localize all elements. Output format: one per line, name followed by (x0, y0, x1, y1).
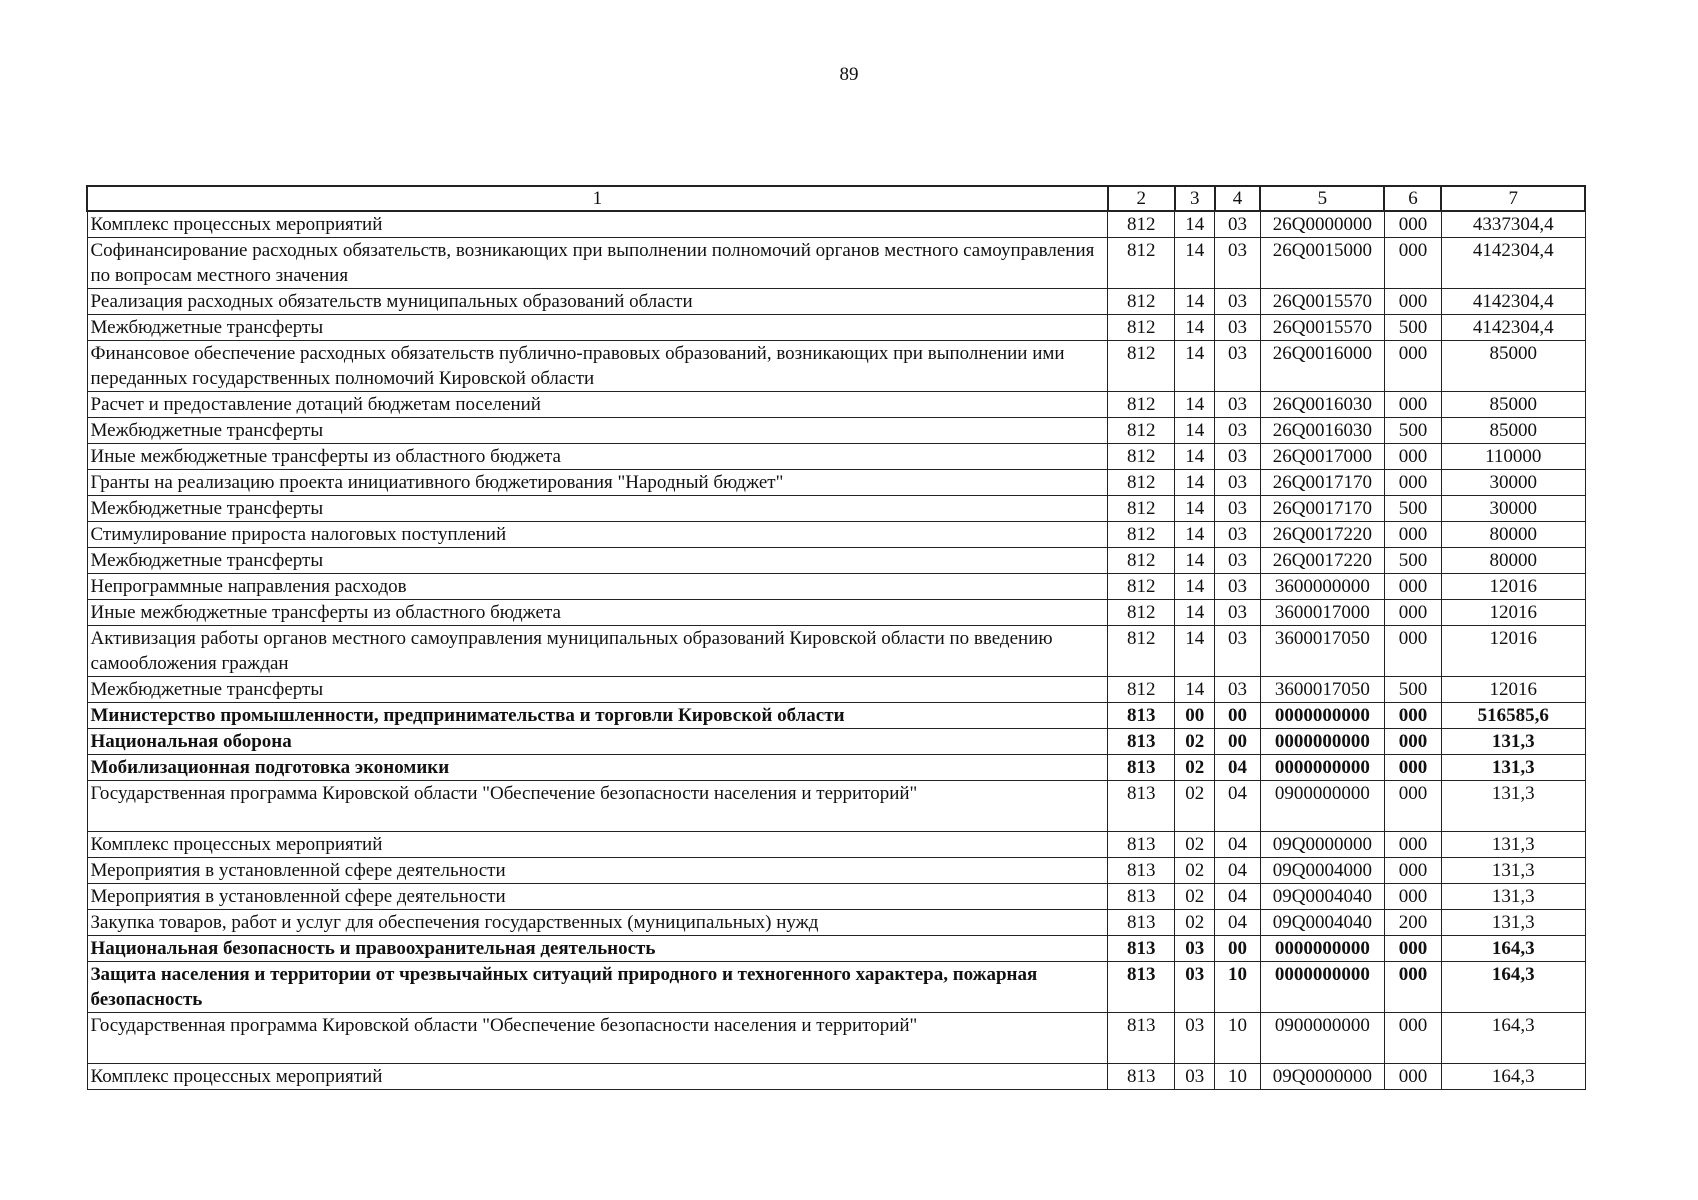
table-row (87, 600, 1585, 626)
row-name-cell: Иные межбюджетные трансферты из областного бюджета (87, 444, 1108, 470)
row-amount-cell: 131,3 (1441, 729, 1585, 755)
row-name-cell: Активизация работы органов местного самоуправления муниципальных образований Кировской области по введению самообложения граждан (87, 626, 1108, 677)
row-code-5-cell: 26Q0000000 (1260, 211, 1384, 238)
row-code-4-cell: 03 (1215, 470, 1261, 496)
row-code-2-cell: 813 (1108, 1013, 1175, 1064)
row-code-3-cell: 14 (1175, 289, 1215, 315)
row-code-4-cell: 03 (1215, 522, 1261, 548)
row-code-4-cell: 03 (1215, 315, 1261, 341)
row-code-6-cell: 000 (1384, 626, 1441, 677)
row-code-5-cell: 26Q0017220 (1260, 522, 1384, 548)
row-code-5-cell: 26Q0017220 (1260, 548, 1384, 574)
row-code-2-cell: 812 (1108, 211, 1175, 238)
row-name-cell: Иные межбюджетные трансферты из областного бюджета (87, 600, 1108, 626)
row-code-2-cell: 812 (1108, 418, 1175, 444)
row-code-6-cell: 500 (1384, 548, 1441, 574)
row-amount-cell: 131,3 (1441, 910, 1585, 936)
table-row (87, 418, 1585, 444)
row-code-2-cell: 812 (1108, 496, 1175, 522)
header-cell-5: 5 (1260, 186, 1384, 211)
row-code-2-cell: 813 (1108, 910, 1175, 936)
row-code-5-cell: 26Q0015570 (1260, 289, 1384, 315)
row-code-4-cell: 04 (1215, 755, 1261, 781)
row-code-3-cell: 02 (1175, 884, 1215, 910)
row-code-3-cell: 14 (1175, 211, 1215, 238)
row-name-cell: Межбюджетные трансферты (87, 315, 1108, 341)
row-code-3-cell: 03 (1175, 1064, 1215, 1090)
row-name-cell: Мероприятия в установленной сфере деятельности (87, 884, 1108, 910)
row-amount-cell: 4142304,4 (1441, 289, 1585, 315)
row-amount-cell: 80000 (1441, 548, 1585, 574)
row-code-4-cell: 03 (1215, 574, 1261, 600)
row-code-6-cell: 000 (1384, 832, 1441, 858)
row-code-2-cell: 813 (1108, 832, 1175, 858)
row-amount-cell: 131,3 (1441, 755, 1585, 781)
row-code-4-cell: 03 (1215, 600, 1261, 626)
header-cell-4: 4 (1215, 186, 1261, 211)
row-code-2-cell: 813 (1108, 962, 1175, 1013)
row-name-cell: Расчет и предоставление дотаций бюджетам поселений (87, 392, 1108, 418)
row-code-2-cell: 812 (1108, 522, 1175, 548)
row-code-5-cell: 3600017050 (1260, 626, 1384, 677)
row-name-cell: Гранты на реализацию проекта инициативного бюджетирования "Народный бюджет" (87, 470, 1108, 496)
row-code-3-cell: 02 (1175, 729, 1215, 755)
row-code-5-cell: 26Q0017000 (1260, 444, 1384, 470)
row-code-3-cell: 14 (1175, 574, 1215, 600)
row-code-6-cell: 000 (1384, 962, 1441, 1013)
header-cell-3: 3 (1175, 186, 1215, 211)
row-code-2-cell: 813 (1108, 936, 1175, 962)
row-code-4-cell: 03 (1215, 548, 1261, 574)
row-code-5-cell: 3600017000 (1260, 600, 1384, 626)
table-row (87, 496, 1585, 522)
row-code-6-cell: 000 (1384, 444, 1441, 470)
row-name-cell: Мероприятия в установленной сфере деятельности (87, 858, 1108, 884)
row-amount-cell: 80000 (1441, 522, 1585, 548)
row-code-5-cell: 26Q0017170 (1260, 496, 1384, 522)
row-code-4-cell: 03 (1215, 444, 1261, 470)
row-amount-cell: 85000 (1441, 392, 1585, 418)
table-row (87, 910, 1585, 936)
row-amount-cell: 131,3 (1441, 781, 1585, 832)
row-code-5-cell: 3600000000 (1260, 574, 1384, 600)
row-amount-cell: 131,3 (1441, 884, 1585, 910)
row-code-6-cell: 000 (1384, 238, 1441, 289)
row-code-3-cell: 14 (1175, 470, 1215, 496)
row-name-cell: Национальная оборона (87, 729, 1108, 755)
row-code-5-cell: 0900000000 (1260, 1013, 1384, 1064)
row-name-cell: Межбюджетные трансферты (87, 418, 1108, 444)
table-row (87, 341, 1585, 392)
row-code-6-cell: 000 (1384, 703, 1441, 729)
table-body (87, 186, 1585, 1090)
row-code-5-cell: 0000000000 (1260, 936, 1384, 962)
row-code-4-cell: 03 (1215, 238, 1261, 289)
row-amount-cell: 131,3 (1441, 832, 1585, 858)
row-name-cell: Мобилизационная подготовка экономики (87, 755, 1108, 781)
table-row (87, 315, 1585, 341)
row-code-4-cell: 03 (1215, 211, 1261, 238)
row-code-6-cell: 000 (1384, 600, 1441, 626)
row-code-3-cell: 14 (1175, 600, 1215, 626)
row-code-6-cell: 000 (1384, 1013, 1441, 1064)
row-code-4-cell: 10 (1215, 1064, 1261, 1090)
row-code-3-cell: 02 (1175, 781, 1215, 832)
table-row (87, 677, 1585, 703)
row-code-4-cell: 00 (1215, 703, 1261, 729)
row-code-2-cell: 812 (1108, 574, 1175, 600)
row-code-5-cell: 09Q0000000 (1260, 1064, 1384, 1090)
row-code-5-cell: 26Q0016000 (1260, 341, 1384, 392)
row-code-3-cell: 14 (1175, 341, 1215, 392)
row-code-6-cell: 000 (1384, 755, 1441, 781)
table-row (87, 238, 1585, 289)
row-code-5-cell: 0000000000 (1260, 703, 1384, 729)
row-code-5-cell: 26Q0015000 (1260, 238, 1384, 289)
row-code-6-cell: 000 (1384, 936, 1441, 962)
row-code-3-cell: 14 (1175, 496, 1215, 522)
row-code-6-cell: 500 (1384, 418, 1441, 444)
row-code-4-cell: 03 (1215, 289, 1261, 315)
row-code-3-cell: 14 (1175, 418, 1215, 444)
page-number: 89 (839, 64, 859, 85)
row-amount-cell: 516585,6 (1441, 703, 1585, 729)
row-code-5-cell: 09Q0004040 (1260, 910, 1384, 936)
row-name-cell: Межбюджетные трансферты (87, 548, 1108, 574)
row-code-2-cell: 813 (1108, 884, 1175, 910)
row-code-5-cell: 26Q0016030 (1260, 418, 1384, 444)
row-code-3-cell: 03 (1175, 962, 1215, 1013)
row-code-6-cell: 500 (1384, 677, 1441, 703)
row-code-3-cell: 14 (1175, 548, 1215, 574)
row-name-cell: Комплекс процессных мероприятий (87, 1064, 1108, 1090)
row-name-cell: Софинансирование расходных обязательств, возникающих при выполнении полномочий органов местного самоуправления по вопросам местного значения (87, 238, 1108, 289)
row-code-2-cell: 812 (1108, 470, 1175, 496)
table-row (87, 444, 1585, 470)
row-code-3-cell: 03 (1175, 1013, 1215, 1064)
row-amount-cell: 4142304,4 (1441, 238, 1585, 289)
row-code-2-cell: 813 (1108, 729, 1175, 755)
row-code-3-cell: 02 (1175, 832, 1215, 858)
row-code-4-cell: 00 (1215, 936, 1261, 962)
table-row (87, 626, 1585, 677)
row-code-3-cell: 14 (1175, 522, 1215, 548)
row-code-2-cell: 812 (1108, 626, 1175, 677)
row-name-cell: Комплекс процессных мероприятий (87, 211, 1108, 238)
row-name-cell: Непрограммные направления расходов (87, 574, 1108, 600)
row-name-cell: Защита населения и территории от чрезвычайных ситуаций природного и техногенного характера, пожарная безопасность (87, 962, 1108, 1013)
row-code-6-cell: 000 (1384, 1064, 1441, 1090)
row-code-5-cell: 26Q0015570 (1260, 315, 1384, 341)
header-cell-1: 1 (87, 186, 1108, 211)
table-row (87, 211, 1585, 238)
row-amount-cell: 12016 (1441, 677, 1585, 703)
row-name-cell: Реализация расходных обязательств муниципальных образований области (87, 289, 1108, 315)
row-amount-cell: 85000 (1441, 341, 1585, 392)
row-code-3-cell: 03 (1175, 936, 1215, 962)
row-code-4-cell: 04 (1215, 858, 1261, 884)
row-code-2-cell: 813 (1108, 755, 1175, 781)
row-code-4-cell: 10 (1215, 962, 1261, 1013)
row-code-5-cell: 3600017050 (1260, 677, 1384, 703)
row-code-4-cell: 03 (1215, 392, 1261, 418)
row-code-3-cell: 14 (1175, 238, 1215, 289)
row-amount-cell: 164,3 (1441, 1064, 1585, 1090)
row-amount-cell: 4337304,4 (1441, 211, 1585, 238)
row-code-4-cell: 03 (1215, 341, 1261, 392)
table-row (87, 392, 1585, 418)
row-code-4-cell: 04 (1215, 884, 1261, 910)
table-row (87, 522, 1585, 548)
row-code-6-cell: 000 (1384, 211, 1441, 238)
table-row (87, 884, 1585, 910)
row-code-3-cell: 14 (1175, 444, 1215, 470)
row-code-6-cell: 000 (1384, 781, 1441, 832)
row-code-4-cell: 03 (1215, 626, 1261, 677)
table-header-row (87, 186, 1585, 211)
row-code-3-cell: 00 (1175, 703, 1215, 729)
header-cell-7: 7 (1441, 186, 1585, 211)
budget-table (86, 185, 1586, 1090)
row-code-4-cell: 10 (1215, 1013, 1261, 1064)
row-name-cell: Комплекс процессных мероприятий (87, 832, 1108, 858)
row-code-3-cell: 14 (1175, 626, 1215, 677)
row-code-3-cell: 02 (1175, 910, 1215, 936)
row-code-4-cell: 04 (1215, 781, 1261, 832)
row-name-cell: Государственная программа Кировской области "Обеспечение безопасности населения и территорий" (87, 781, 1108, 832)
row-code-2-cell: 812 (1108, 341, 1175, 392)
row-code-6-cell: 000 (1384, 729, 1441, 755)
row-name-cell: Стимулирование прироста налоговых поступлений (87, 522, 1108, 548)
row-code-4-cell: 03 (1215, 418, 1261, 444)
table-row (87, 1064, 1585, 1090)
table-row (87, 962, 1585, 1013)
table-row (87, 1013, 1585, 1064)
row-amount-cell: 131,3 (1441, 858, 1585, 884)
row-amount-cell: 164,3 (1441, 962, 1585, 1013)
row-code-6-cell: 000 (1384, 470, 1441, 496)
row-code-2-cell: 812 (1108, 392, 1175, 418)
row-code-6-cell: 000 (1384, 522, 1441, 548)
header-cell-2: 2 (1108, 186, 1175, 211)
row-code-2-cell: 812 (1108, 600, 1175, 626)
row-code-2-cell: 812 (1108, 548, 1175, 574)
row-code-2-cell: 813 (1108, 703, 1175, 729)
row-code-3-cell: 02 (1175, 858, 1215, 884)
table-row (87, 781, 1585, 832)
row-code-5-cell: 09Q0004000 (1260, 858, 1384, 884)
table-row (87, 703, 1585, 729)
row-code-2-cell: 813 (1108, 1064, 1175, 1090)
row-code-6-cell: 000 (1384, 341, 1441, 392)
row-code-6-cell: 000 (1384, 884, 1441, 910)
row-name-cell: Финансовое обеспечение расходных обязательств публично-правовых образований, возникающих при выполнении ими переданных государственных полномочий Кировской области (87, 341, 1108, 392)
row-code-4-cell: 03 (1215, 677, 1261, 703)
row-amount-cell: 12016 (1441, 600, 1585, 626)
table-row (87, 548, 1585, 574)
row-name-cell: Закупка товаров, работ и услуг для обеспечения государственных (муниципальных) нужд (87, 910, 1108, 936)
row-code-3-cell: 14 (1175, 315, 1215, 341)
table-row (87, 832, 1585, 858)
row-amount-cell: 85000 (1441, 418, 1585, 444)
row-code-3-cell: 14 (1175, 392, 1215, 418)
table-row (87, 936, 1585, 962)
row-code-5-cell: 09Q0004040 (1260, 884, 1384, 910)
row-name-cell: Межбюджетные трансферты (87, 496, 1108, 522)
row-code-6-cell: 000 (1384, 574, 1441, 600)
row-code-5-cell: 0000000000 (1260, 755, 1384, 781)
row-code-6-cell: 000 (1384, 392, 1441, 418)
row-code-6-cell: 500 (1384, 496, 1441, 522)
row-code-2-cell: 812 (1108, 677, 1175, 703)
row-code-2-cell: 812 (1108, 444, 1175, 470)
row-code-5-cell: 09Q0000000 (1260, 832, 1384, 858)
table-row (87, 574, 1585, 600)
row-code-5-cell: 0000000000 (1260, 729, 1384, 755)
row-name-cell: Межбюджетные трансферты (87, 677, 1108, 703)
table-row (87, 755, 1585, 781)
row-amount-cell: 30000 (1441, 470, 1585, 496)
row-amount-cell: 4142304,4 (1441, 315, 1585, 341)
row-amount-cell: 30000 (1441, 496, 1585, 522)
row-name-cell: Государственная программа Кировской области "Обеспечение безопасности населения и территорий" (87, 1013, 1108, 1064)
table-row (87, 470, 1585, 496)
header-cell-6: 6 (1384, 186, 1441, 211)
table-row (87, 289, 1585, 315)
row-name-cell: Национальная безопасность и правоохранительная деятельность (87, 936, 1108, 962)
row-code-3-cell: 02 (1175, 755, 1215, 781)
row-code-6-cell: 000 (1384, 289, 1441, 315)
row-code-5-cell: 0000000000 (1260, 962, 1384, 1013)
row-code-4-cell: 03 (1215, 496, 1261, 522)
row-name-cell: Министерство промышленности, предпринимательства и торговли Кировской области (87, 703, 1108, 729)
row-amount-cell: 164,3 (1441, 1013, 1585, 1064)
row-code-5-cell: 26Q0016030 (1260, 392, 1384, 418)
table-row (87, 858, 1585, 884)
row-amount-cell: 12016 (1441, 626, 1585, 677)
row-code-6-cell: 200 (1384, 910, 1441, 936)
row-code-6-cell: 000 (1384, 858, 1441, 884)
row-code-2-cell: 813 (1108, 858, 1175, 884)
row-amount-cell: 12016 (1441, 574, 1585, 600)
row-amount-cell: 164,3 (1441, 936, 1585, 962)
table-row (87, 729, 1585, 755)
row-code-4-cell: 04 (1215, 910, 1261, 936)
row-code-3-cell: 14 (1175, 677, 1215, 703)
row-code-2-cell: 812 (1108, 315, 1175, 341)
row-code-4-cell: 04 (1215, 832, 1261, 858)
row-code-4-cell: 00 (1215, 729, 1261, 755)
row-code-5-cell: 26Q0017170 (1260, 470, 1384, 496)
row-code-5-cell: 0900000000 (1260, 781, 1384, 832)
row-code-2-cell: 813 (1108, 781, 1175, 832)
row-code-2-cell: 812 (1108, 238, 1175, 289)
row-code-2-cell: 812 (1108, 289, 1175, 315)
row-code-6-cell: 500 (1384, 315, 1441, 341)
row-amount-cell: 110000 (1441, 444, 1585, 470)
